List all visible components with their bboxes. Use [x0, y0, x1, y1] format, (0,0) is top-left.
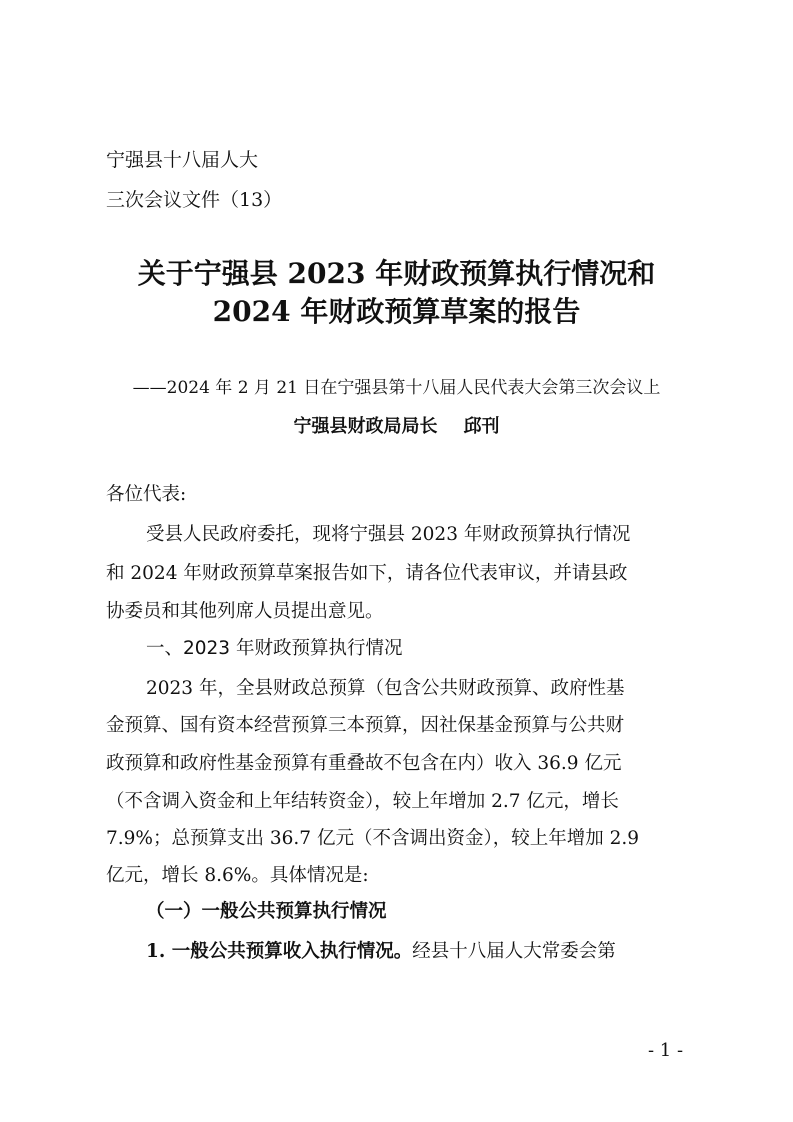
- section1-paragraph-line: 2023 年，全县财政总预算（包含公共财政预算、政府性基: [146, 678, 625, 699]
- item1-heading: 1. 一般公共预算收入执行情况。: [146, 941, 413, 962]
- report-subtitle: ——2024 年 2 月 21 日在宁强县第十八届人民代表大会第三次会议上: [132, 378, 661, 398]
- speaker-line: [0, 414, 793, 440]
- page-number: - 1 -: [648, 1040, 684, 1061]
- intro-line: 协委员和其他列席人员提出意见。: [106, 601, 384, 622]
- subsection1-heading: （一）一般公共预算执行情况: [146, 901, 387, 922]
- intro-line: 受县人民政府委托，现将宁强县 2023 年财政预算执行情况: [146, 524, 631, 545]
- item1-text: 经县十八届人大常委会第: [412, 941, 616, 962]
- report-title-line1: 关于宁强县 2023 年财政预算执行情况和: [137, 257, 656, 290]
- section1-paragraph-line: 7.9%；总预算支出 36.7 亿元（不含调出资金），较上年增加 2.9: [106, 828, 640, 849]
- report-title-line2: 2024 年财政预算草案的报告: [212, 295, 581, 328]
- intro-line: 和 2024 年财政预算草案报告如下，请各位代表审议，并请县政: [106, 563, 628, 584]
- section1-paragraph-line: 亿元，增长 8.6%。具体情况是:: [106, 865, 369, 886]
- document-label-line2: 三次会议文件（13）: [106, 189, 283, 211]
- speaker-name: 邱刊: [463, 416, 500, 437]
- speaker-role: 宁强县财政局局长: [293, 416, 438, 437]
- item1-line: [146, 939, 616, 965]
- salutation: 各位代表:: [106, 484, 187, 505]
- section1-heading: 一、2023 年财政预算执行情况: [146, 638, 403, 659]
- section1-paragraph-line: 金预算、国有资本经营预算三本预算，因社保基金预算与公共财: [106, 715, 625, 736]
- section1-paragraph-line: （不含调入资金和上年结转资金），较上年增加 2.7 亿元，增长: [106, 791, 619, 812]
- document-label-line1: 宁强县十八届人大: [106, 149, 259, 171]
- section1-paragraph-line: 政预算和政府性基金预算有重叠故不包含在内）收入 36.9 亿元: [106, 753, 622, 774]
